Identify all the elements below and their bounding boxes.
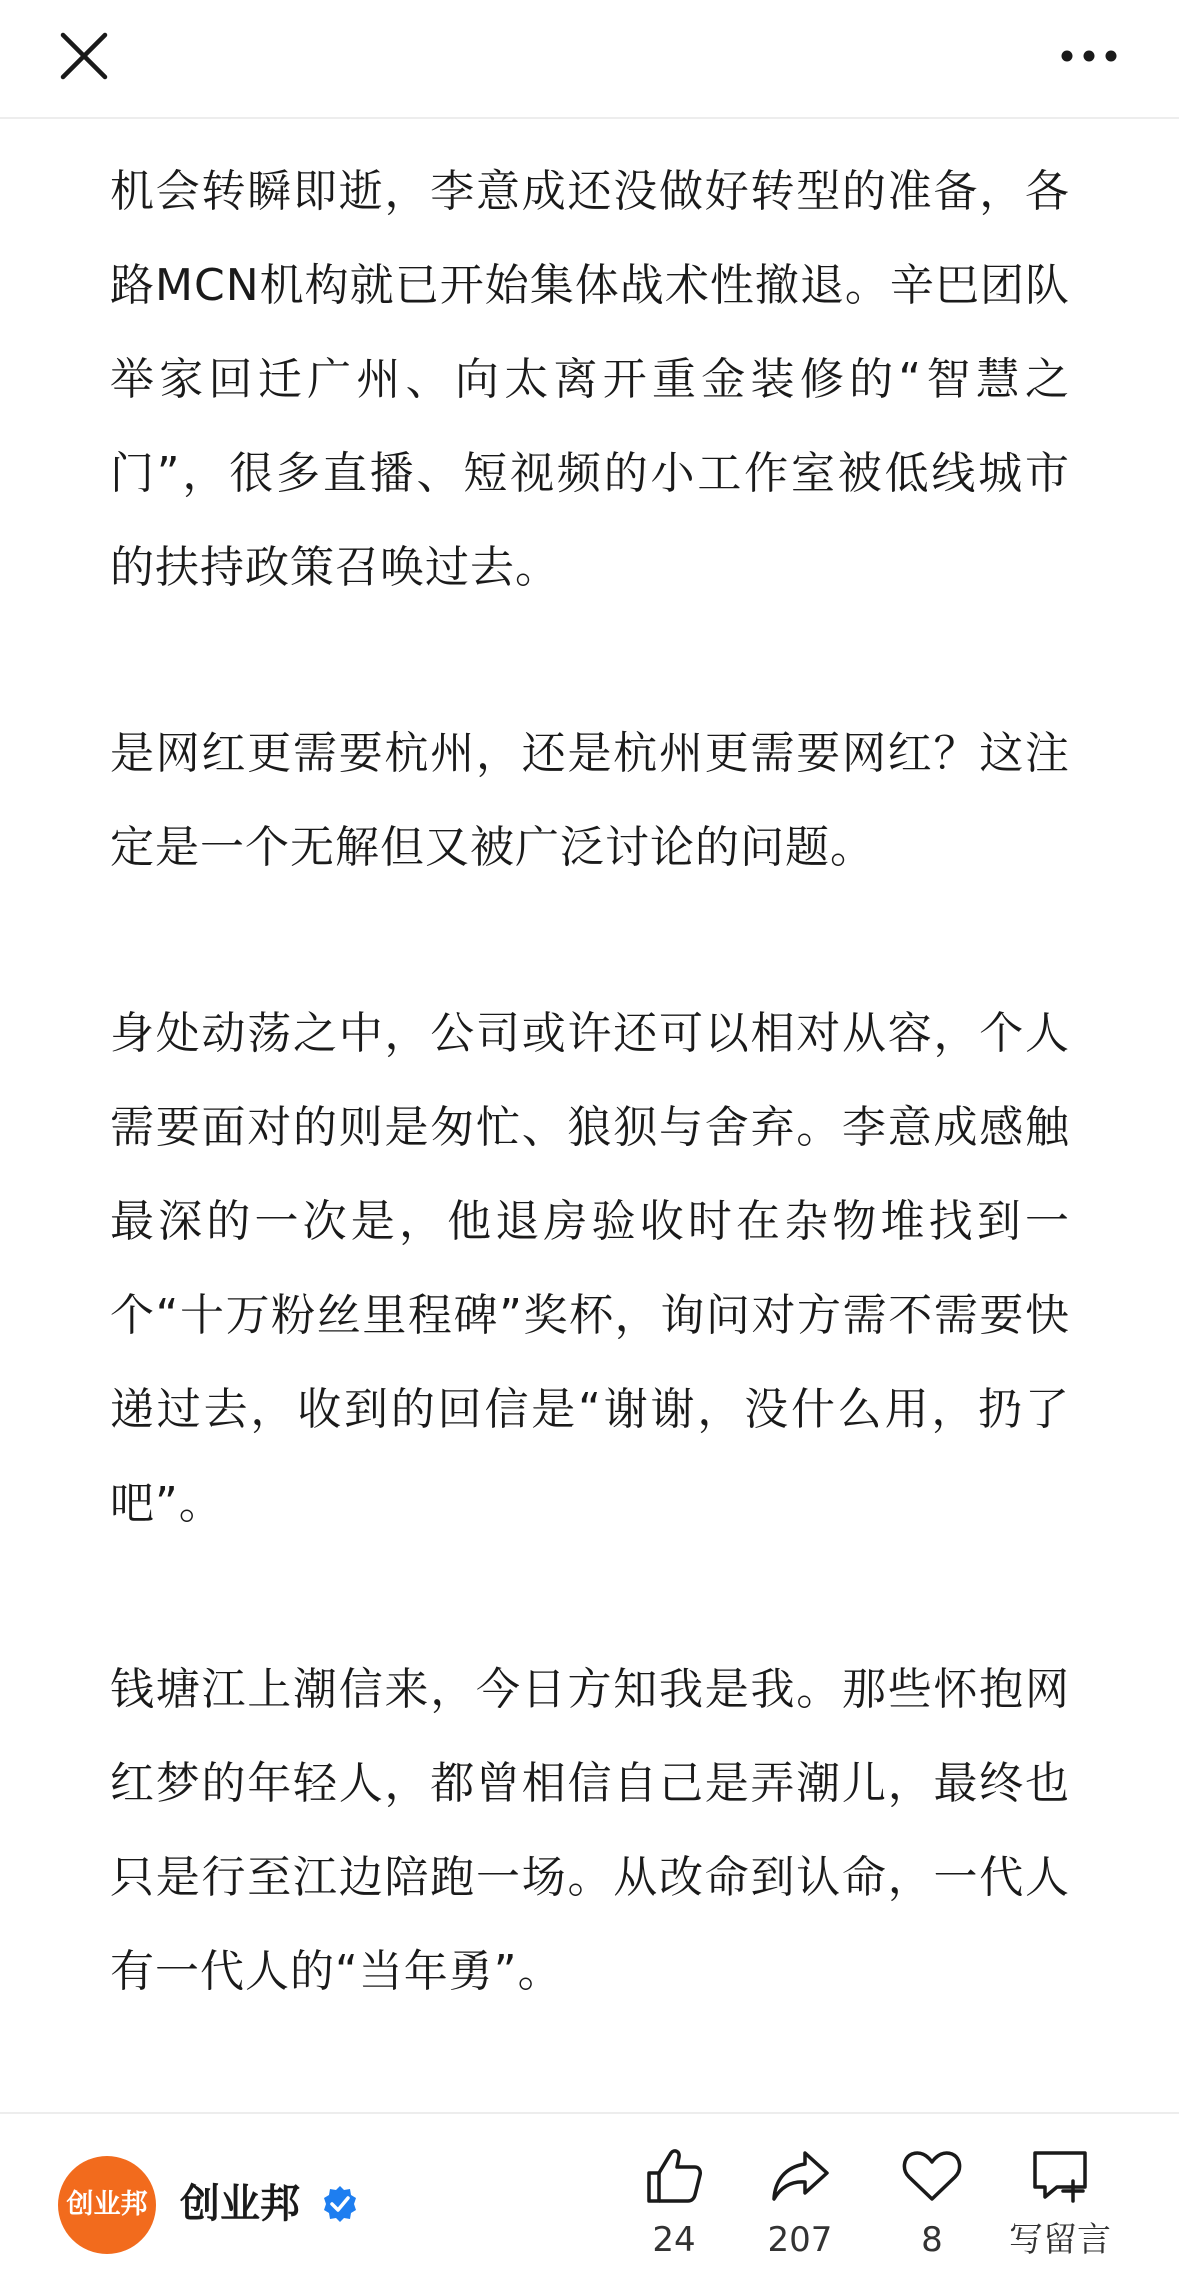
bottom-action-bar — [0, 2112, 1179, 2272]
like-button[interactable] — [604, 2144, 744, 2264]
like-count: 24 — [652, 2220, 696, 2260]
comment-plus-icon — [1029, 2145, 1091, 2207]
top-bar — [0, 0, 1179, 119]
heart-icon — [901, 2145, 963, 2207]
article-paragraph: 钱塘江上潮信来，今日方知我是我。那些怀抱网红梦的年轻人，都曾相信自己是弄潮儿，最终也只是行至江边陪跑一场。从改命到认命，一代人有一代人的“当年勇”。 — [110, 1664, 1070, 1997]
write-comment-button[interactable] — [990, 2144, 1130, 2264]
article-paragraph: 是网红更需要杭州，还是杭州更需要网红？这注定是一个无解但又被广泛讨论的问题。 — [110, 728, 1070, 873]
author-name[interactable]: 创业邦 — [180, 2181, 300, 2227]
verified-badge-icon — [320, 2184, 360, 2224]
more-horizontal-icon — [1059, 48, 1119, 64]
share-button[interactable] — [730, 2144, 870, 2264]
article-paragraph: 机会转瞬即逝，李意成还没做好转型的准备，各路MCN机构就已开始集体战术性撤退。辛巴团队举家回迁广州、向太离开重金装修的“智慧之门”，很多直播、短视频的小工作室被低线城市的扶持政策召唤过去。 — [110, 166, 1070, 593]
share-count: 207 — [767, 2220, 833, 2260]
more-button[interactable] — [1049, 22, 1129, 90]
close-button[interactable] — [50, 22, 118, 90]
favorite-count: 8 — [921, 2220, 943, 2260]
thumbs-up-icon — [643, 2145, 705, 2207]
close-icon — [59, 31, 109, 81]
article-body — [110, 145, 1070, 2111]
avatar-logo-text: 创业邦 — [66, 2189, 148, 2220]
article-paragraph: 身处动荡之中，公司或许还可以相对从容，个人需要面对的则是匆忙、狼狈与舍弃。李意成感触最深的一次是，他退房验收时在杂物堆找到一个“十万粉丝里程碑”奖杯，询问对方需不需要快递过去，收到的回信是“谢谢，没什么用，扔了吧”。 — [110, 1008, 1070, 1529]
author-avatar[interactable] — [58, 2156, 156, 2254]
write-comment-label: 写留言 — [1009, 2220, 1111, 2260]
favorite-button[interactable] — [862, 2144, 1002, 2264]
share-arrow-icon — [769, 2145, 831, 2207]
